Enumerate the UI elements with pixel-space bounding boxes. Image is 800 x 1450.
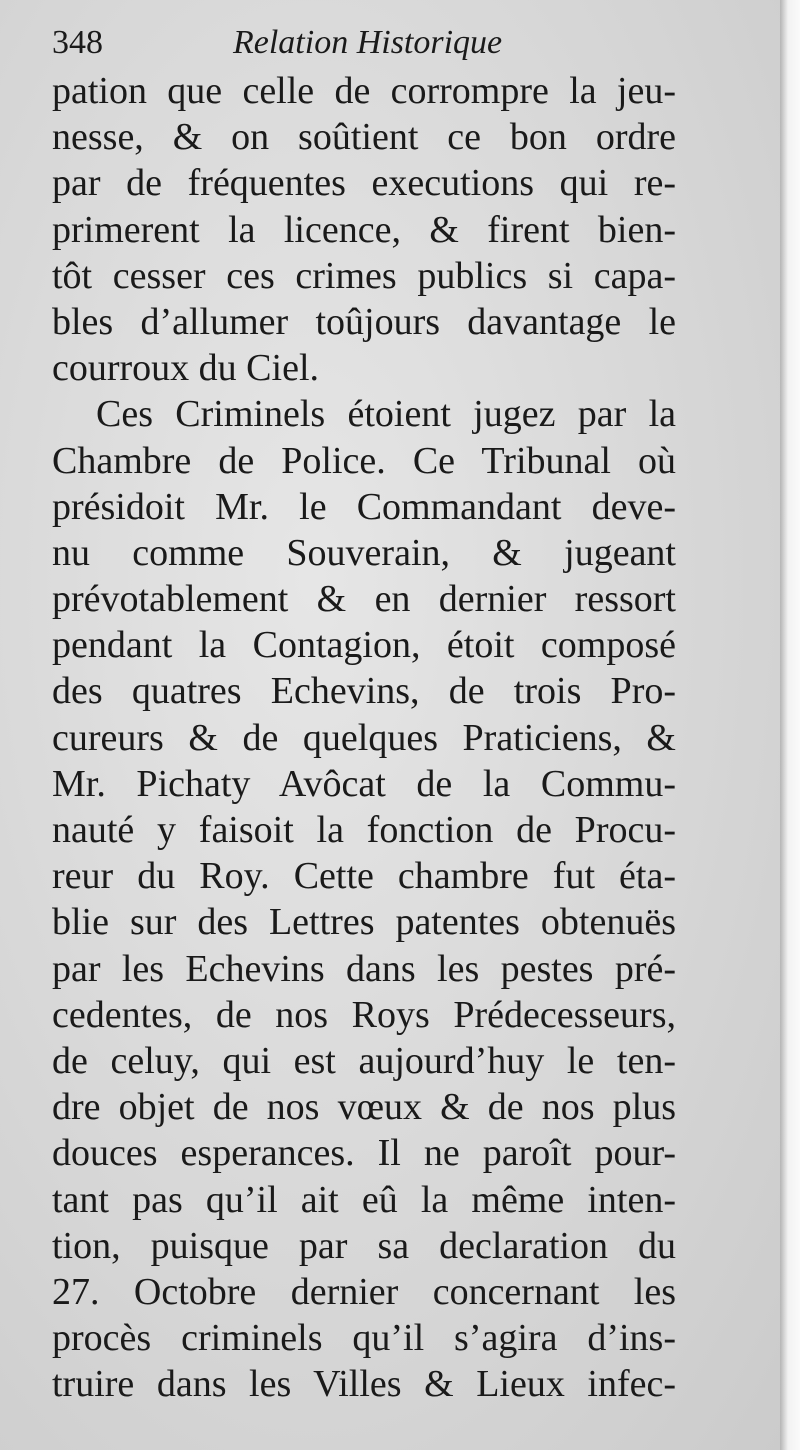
text-line: cedentes, de nos Roys Prédecesseurs, [52,993,676,1036]
text-line: douces esperances. Il ne paroît pour- [52,1132,676,1175]
text-line: par de fréquentes executions qui re- [52,162,676,205]
running-title: Relation Historique [233,24,503,61]
body-text [52,68,676,1407]
text-line: des quatres Echevins, de trois Pro- [52,670,676,713]
text-line: tant pas qu’il ait eû la même inten- [52,1178,676,1221]
text-line: cureurs & de quelques Praticiens, & [52,716,676,759]
text-line: Ces Criminels étoient jugez par la [96,393,676,436]
text-line: tion, puisque par sa declaration du [52,1224,676,1267]
text-line: Mr. Pichaty Avôcat de la Commu- [52,762,676,805]
text-line: nu comme Souverain, & jugeant [52,531,676,574]
text-line: primerent la licence, & firent bien- [52,208,676,251]
page-header [50,18,730,68]
text-line: présidoit Mr. le Commandant deve- [52,485,676,528]
text-line: procès criminels qu’il s’agira d’ins- [52,1317,676,1360]
text-line: Chambre de Police. Ce Tribunal où [52,439,676,482]
text-line: nesse, & on soûtient ce bon ordre [52,116,676,159]
text-line: pendant la Contagion, étoit composé [52,624,676,667]
text-line: pation que celle de corrompre la jeu- [52,70,676,112]
text-line: truire dans les Villes & Lieux infec- [52,1363,676,1406]
text-line: tôt cesser ces crimes publics si capa- [52,254,676,297]
text-line: nauté y faisoit la fonction de Procu- [52,809,676,851]
text-line: prévotablement & en dernier ressort [52,578,676,621]
text-line: 27. Octobre dernier concernant les [52,1270,676,1313]
text-line: dre objet de nos vœux & de nos plus [52,1086,676,1129]
page-number: 348 [52,24,103,61]
text-line: blie sur des Lettres patentes obtenuës [52,901,676,944]
page-edge [780,0,800,1450]
text-line: de celuy, qui est aujourd’huy le ten- [52,1039,676,1082]
text-line: par les Echevins dans les pestes pré- [52,947,676,990]
text-line: reur du Roy. Cette chambre fut éta- [52,855,676,898]
text-line: bles d’allumer toûjours davantage le [52,300,676,343]
text-line: courroux du Ciel. [52,347,320,390]
